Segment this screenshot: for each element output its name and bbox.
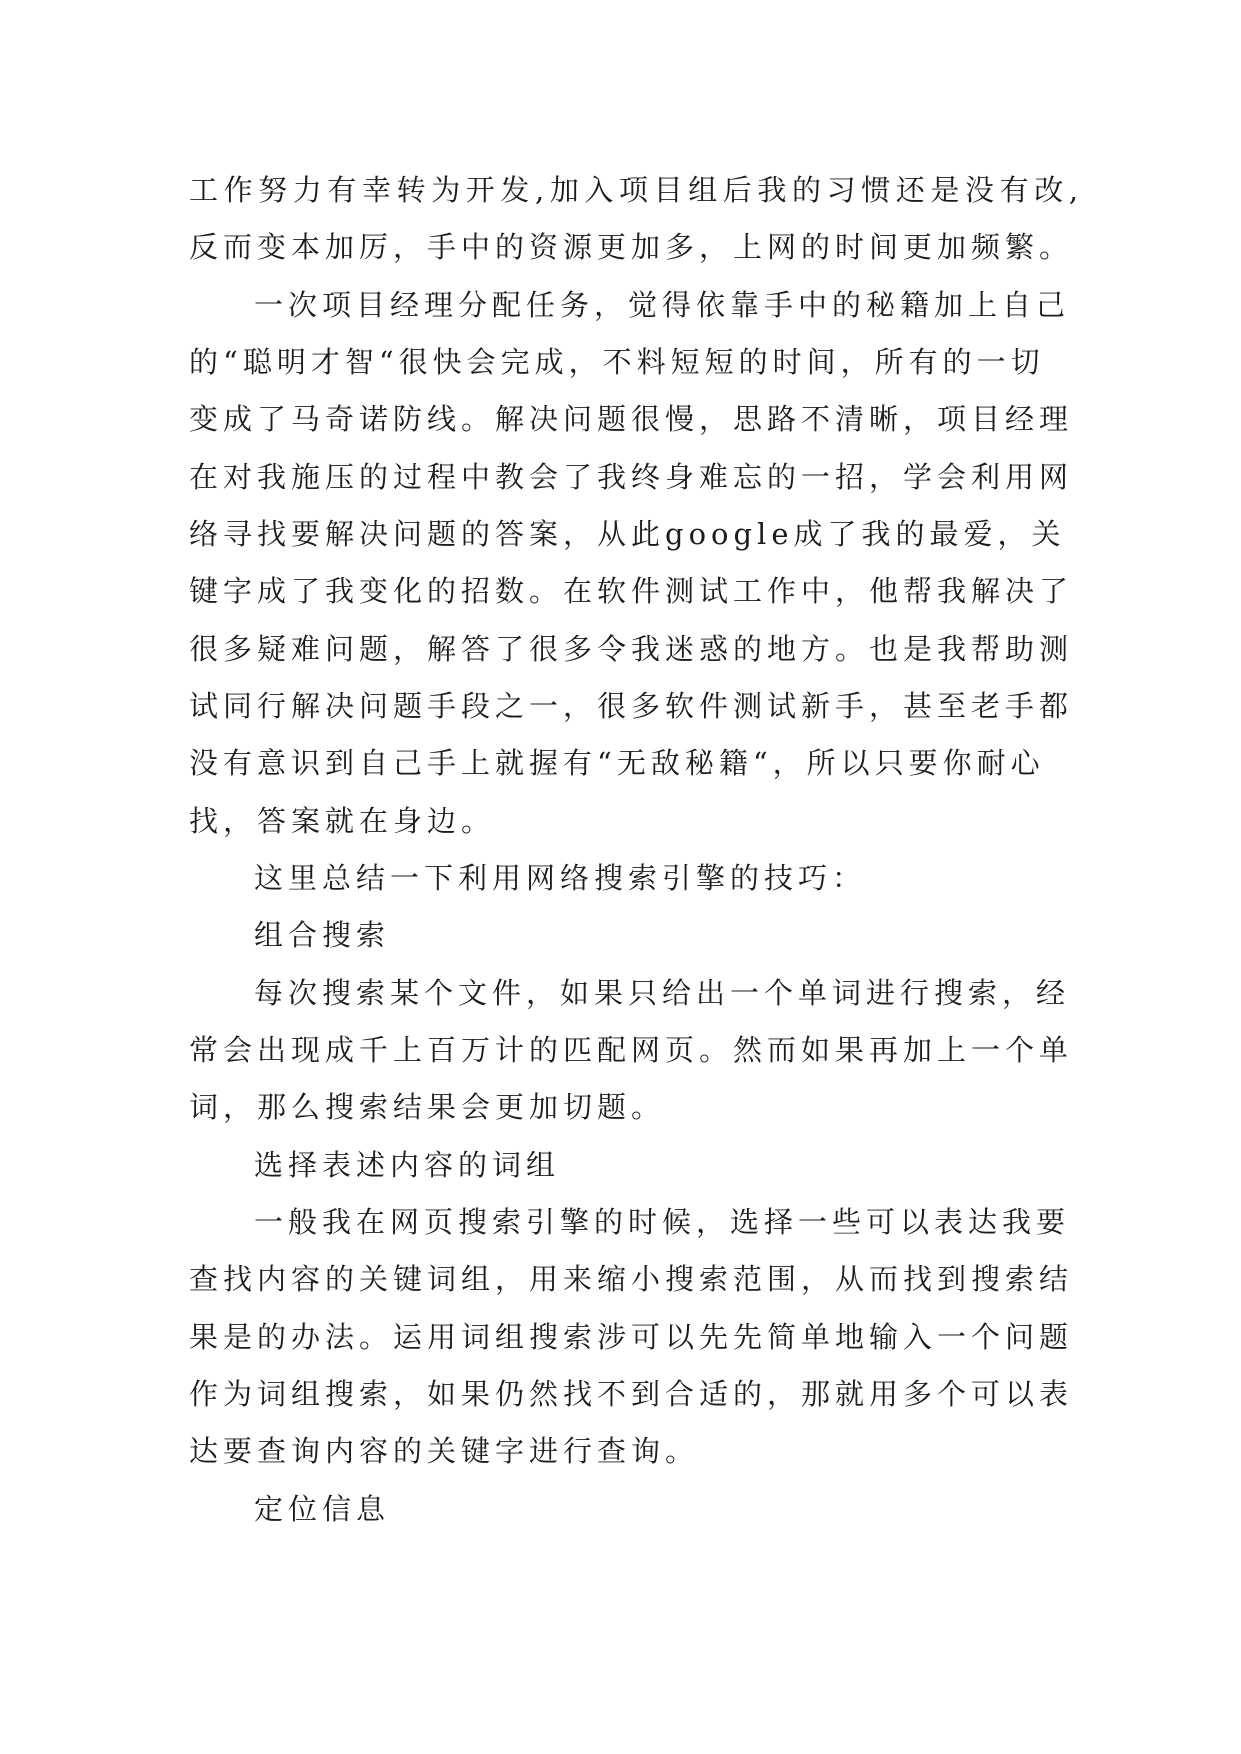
paragraph-line: 键字成了我变化的招数。在软件测试工作中，他帮我解决了 xyxy=(189,574,1074,608)
paragraph-line: 一般我在网页搜索引擎的时候，选择一些可以表达我要 xyxy=(254,1205,1071,1239)
paragraph-line: 反而变本加厉，手中的资源更加多，上网的时间更加频繁。 xyxy=(189,230,1074,264)
paragraph-line: 达要查询内容的关键字进行查询。 xyxy=(189,1434,700,1468)
paragraph-line: 作为词组搜索，如果仍然找不到合适的，那就用多个可以表 xyxy=(189,1377,1074,1411)
paragraph-line: 试同行解决问题手段之一，很多软件测试新手，甚至老手都 xyxy=(189,689,1074,723)
paragraph-line: 每次搜索某个文件，如果只给出一个单词进行搜索，经 xyxy=(254,976,1071,1010)
paragraph-line: 果是的办法。运用词组搜索涉可以先先简单地输入一个问题 xyxy=(189,1320,1074,1354)
paragraph-line: 找，答案就在身边。 xyxy=(189,804,496,838)
paragraph-line: 这里总结一下利用网络搜索引擎的技巧： xyxy=(254,861,867,895)
paragraph-line: 在对我施压的过程中教会了我终身难忘的一招，学会利用网 xyxy=(189,460,1074,494)
paragraph-line: 很多疑难问题，解答了很多令我迷惑的地方。也是我帮助测 xyxy=(189,632,1074,666)
paragraph-line: 常会出现成千上百万计的匹配网页。然而如果再加上一个单 xyxy=(189,1033,1074,1067)
paragraph-line: 工作努力有幸转为开发,加入项目组后我的习惯还是没有改, xyxy=(189,173,1084,207)
paragraph-line: 没有意识到自己手上就握有“无敌秘籍“，所以只要你耐心 xyxy=(189,746,1045,780)
paragraph-line: 变成了马奇诺防线。解决问题很慢，思路不清晰，项目经理 xyxy=(189,402,1074,436)
paragraph-line: 络寻找要解决问题的答案，从此google成了我的最爱，关 xyxy=(189,517,1066,551)
paragraph-line: 词，那么搜索结果会更加切题。 xyxy=(189,1090,666,1124)
paragraph-line: 的“聪明才智“很快会完成，不料短短的时间，所有的一切 xyxy=(189,345,1045,379)
section-heading: 选择表述内容的词组 xyxy=(254,1148,561,1182)
section-heading: 组合搜索 xyxy=(254,918,391,952)
section-heading: 定位信息 xyxy=(254,1492,391,1526)
paragraph-line: 查找内容的关键词组，用来缩小搜索范围，从而找到搜索结 xyxy=(189,1262,1074,1296)
paragraph-line: 一次项目经理分配任务，觉得依靠手中的秘籍加上自己 xyxy=(254,288,1071,322)
